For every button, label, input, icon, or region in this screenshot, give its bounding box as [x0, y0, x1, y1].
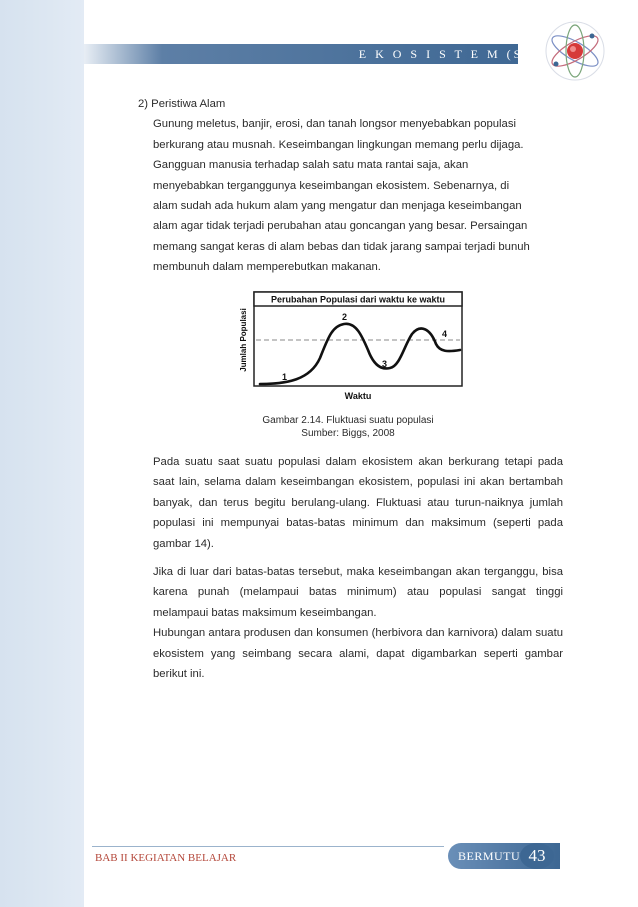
figure-caption — [232, 414, 464, 440]
paragraph-line: Gunung meletus, banjir, erosi, dan tanah longsor menyebabkan populasi — [153, 118, 516, 131]
marker-4: 4 — [442, 329, 448, 339]
side-decor-bar — [0, 0, 84, 907]
body-paragraph-1: Pada suatu saat suatu populasi dalam ekosistem akan berkurang tetapi pada saat lain, selama dalam keseimbangan ekosistem, populasi ini akan bertambah banyak, dan terus begitu berulang-ulang. Fluktuasi atau turun-naiknya jumlah populasi ini mempunyai batas-batas minimum dan maksimum (seperti pada gambar 14). — [153, 456, 563, 550]
header-title: E K O S I S T E M (SD) — [358, 47, 542, 61]
population-fluctuation-figure — [232, 288, 464, 404]
marker-3: 3 — [382, 359, 388, 369]
body-text — [153, 452, 563, 692]
caption-title: Gambar 2.14. Fluktuasi suatu populasi — [262, 415, 434, 426]
body-paragraph-3: Hubungan antara produsen dan konsumen (herbivora dan karnivora) dalam suatu ekosistem yang seimbang secara alami, dapat digambarkan seperti gambar berikut ini. — [153, 627, 563, 681]
paragraph-line: menyebabkan terganggunya keseimbangan ekosistem. Sebenarnya, di — [153, 179, 510, 192]
footer-chapter: BAB II KEGIATAN BELAJAR — [95, 852, 237, 864]
figure-xlabel: Waktu — [344, 391, 372, 401]
footer-label: BERMUTU — [458, 849, 521, 863]
caption-source: Sumber: Biggs, 2008 — [301, 428, 395, 439]
section-paragraph — [153, 114, 563, 277]
section-heading: 2) Peristiwa Alam — [138, 98, 226, 110]
figure-ylabel: Jumlah Populasi — [239, 308, 248, 372]
paragraph-line: alam agar tidak terjadi perubahan atau goncangan yang besar. Persaingan — [153, 220, 528, 233]
figure-title: Perubahan Populasi dari waktu ke waktu — [270, 294, 446, 305]
paragraph-line: memang sangat keras di alam bebas dan tidak jarang sampai terjadi bunuh — [153, 240, 530, 253]
marker-1: 1 — [282, 372, 288, 382]
paragraph-line: alam sudah ada hukum alam yang mengatur dan menjaga keseimbangan — [153, 200, 522, 213]
section-peristiwa-alam — [138, 94, 563, 278]
atom-logo-icon — [540, 18, 610, 84]
paragraph-line: Gangguan manusia terhadap salah satu mata rantai saja, akan — [153, 159, 469, 172]
body-paragraph-2: Jika di luar dari batas-batas tersebut, maka keseimbangan akan terganggu, bisa karena punah (melampaui batas minimum) atau populasi sangat tinggi melampaui batas maksimum keseimbangan. — [153, 566, 563, 619]
paragraph-line: berkurang atau musnah. Keseimbangan lingkungan memang perlu dijaga. — [153, 138, 524, 151]
page-number: 43 — [520, 843, 554, 869]
marker-2: 2 — [342, 312, 348, 322]
paragraph-line: membunuh dalam memperebutkan makanan. — [153, 261, 381, 274]
footer-divider — [92, 846, 444, 847]
